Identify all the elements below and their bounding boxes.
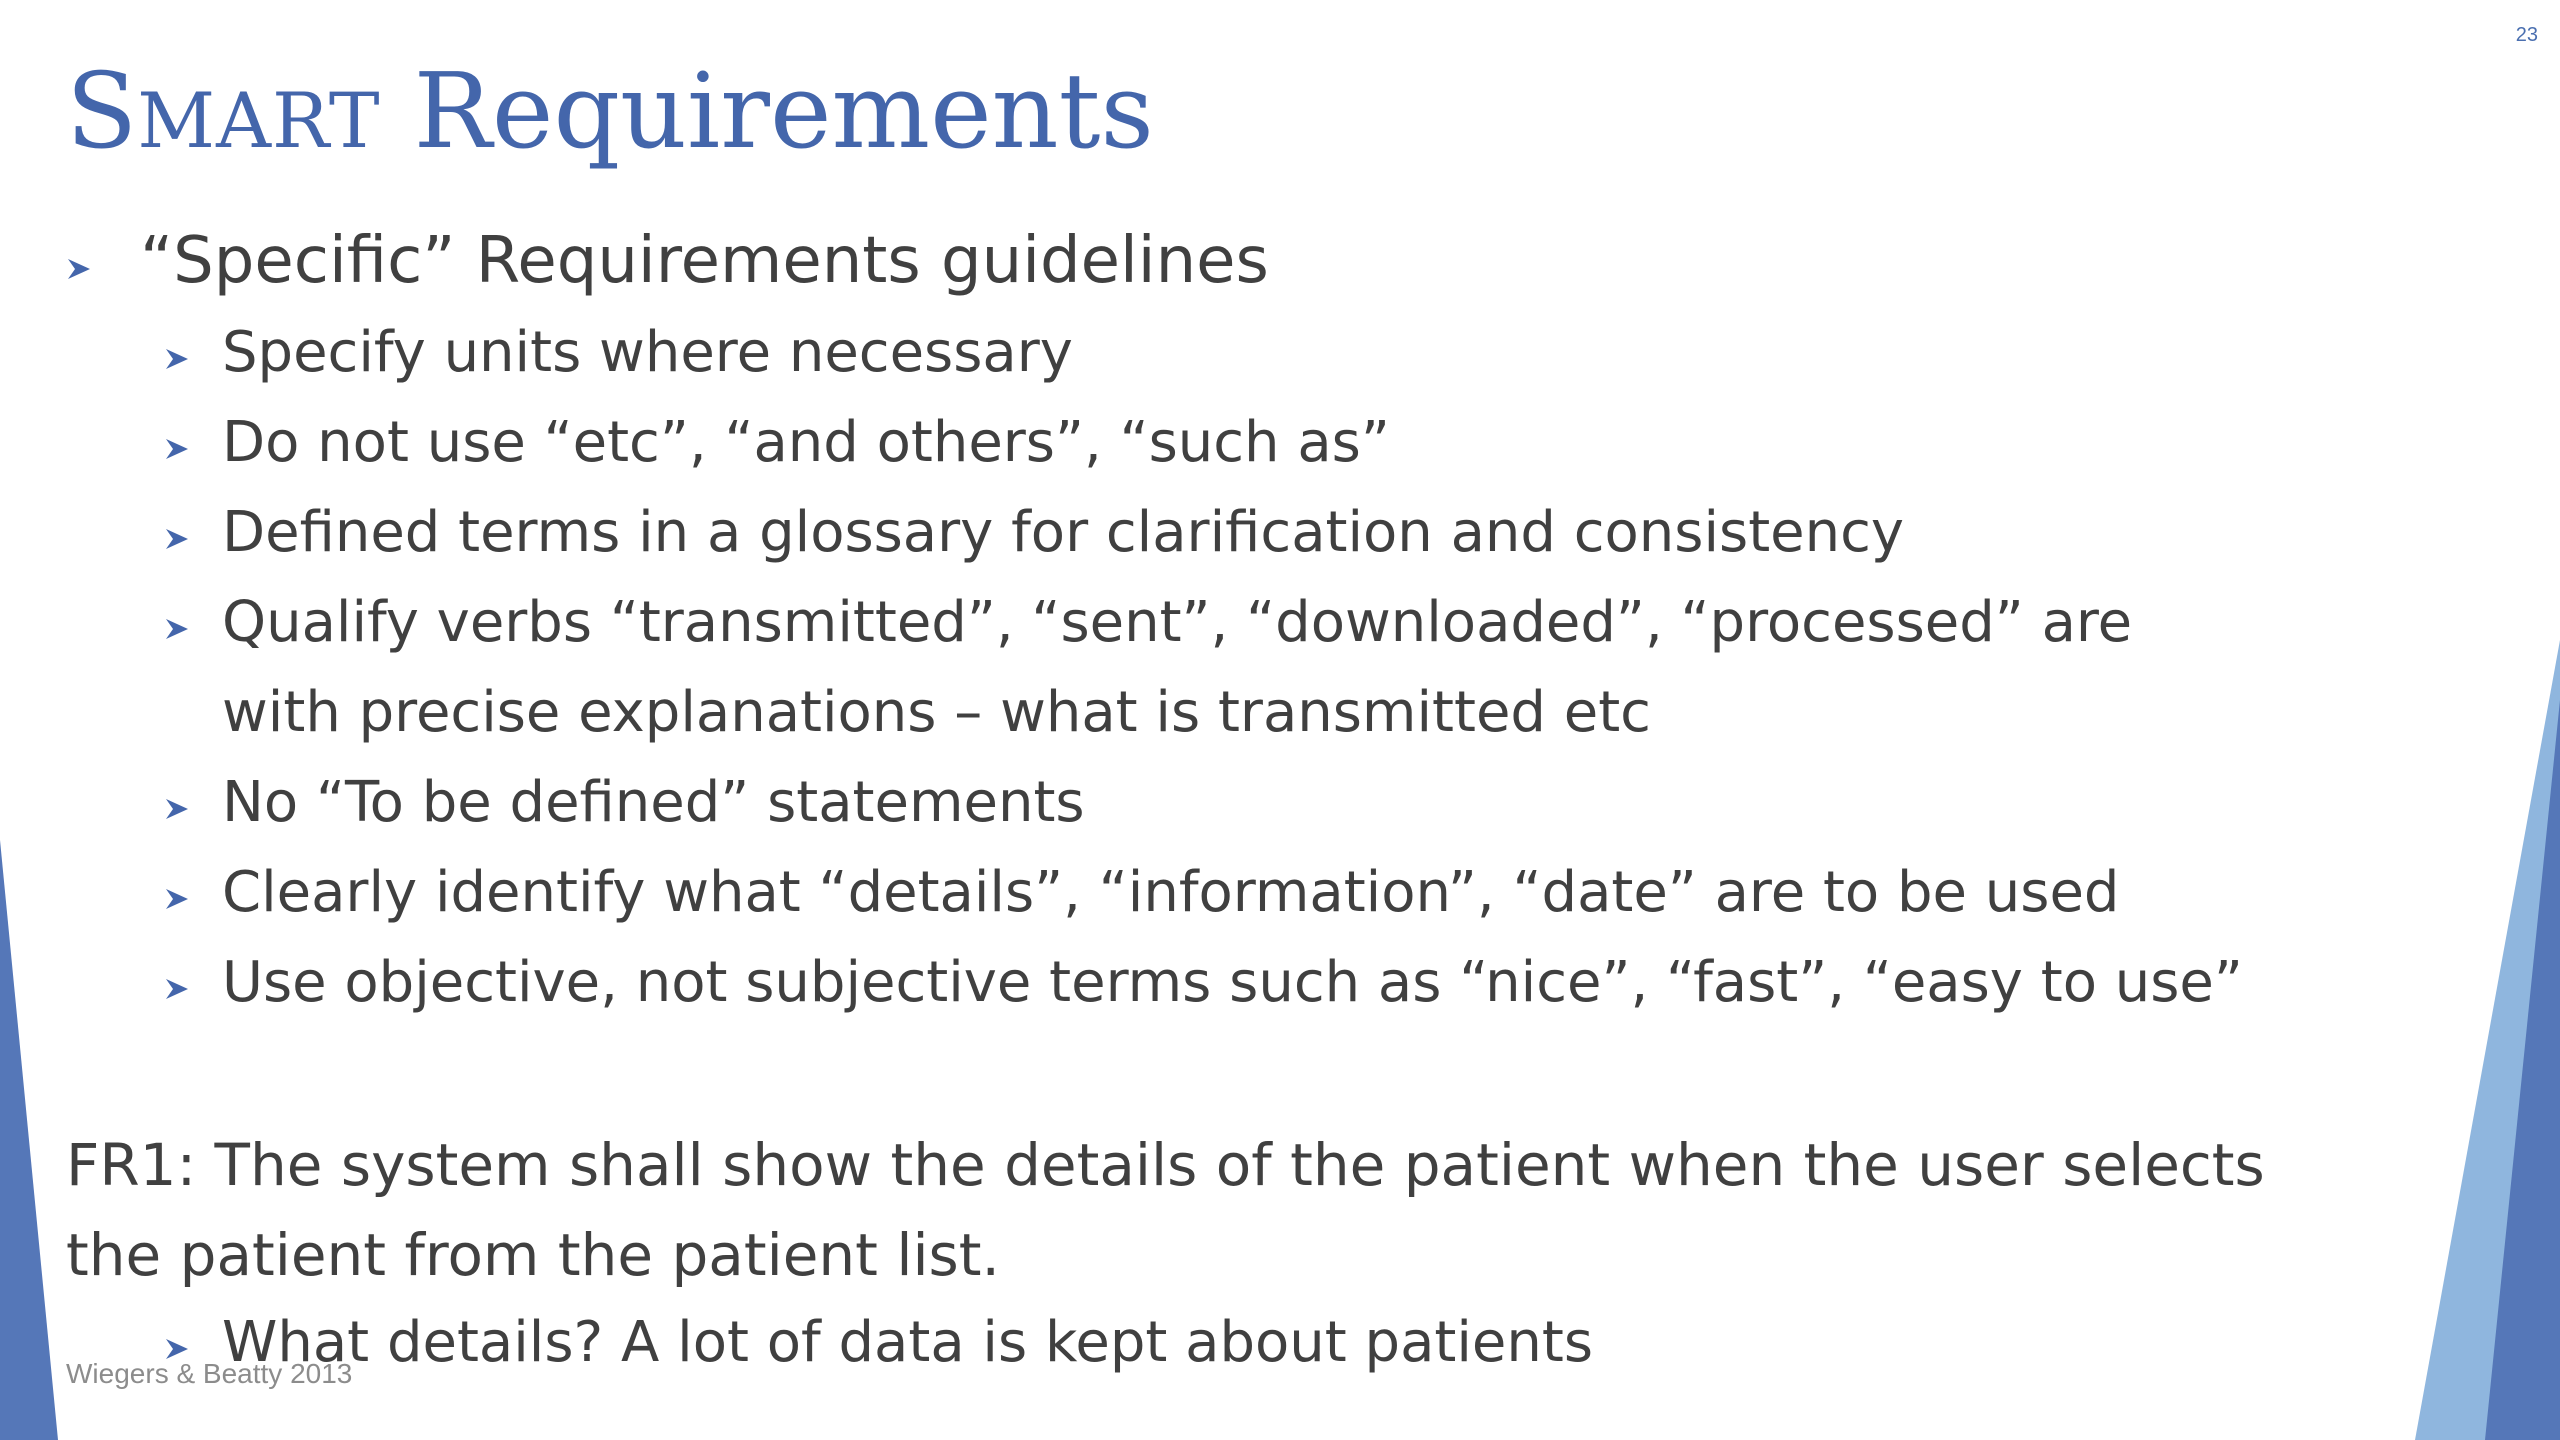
bullet-text: Defined terms in a glossary for clarification and consistency — [222, 500, 1905, 565]
bullet-text: Use objective, not subjective terms such as “nice”, “fast”, “easy to use” — [222, 950, 2243, 1015]
left-decoration-triangle — [0, 840, 58, 1440]
title-rest: Requirements — [380, 50, 1154, 172]
slide-number: 23 — [2515, 24, 2538, 46]
bullet-text: Clearly identify what “details”, “information”, “date” are to be used — [222, 860, 2120, 925]
bullet-continuation-text: with precise explanations – what is transmitted etc — [222, 680, 1651, 745]
arrow-bullet-icon — [66, 256, 92, 282]
example-requirement-line1: FR1: The system shall show the details of the patient when the user selects — [66, 1131, 2265, 1199]
bullet-text: Specify units where necessary — [222, 320, 1073, 385]
arrow-bullet-icon — [164, 346, 190, 372]
arrow-bullet-icon — [164, 796, 190, 822]
bullet-text: “Specific” Requirements guidelines — [140, 224, 1269, 298]
arrow-bullet-icon — [164, 976, 190, 1002]
bullet-text: What details? A lot of data is kept about patients — [222, 1310, 1593, 1375]
arrow-bullet-icon — [164, 616, 190, 642]
slide-title — [66, 46, 1154, 186]
example-requirement-line2: the patient from the patient list. — [66, 1221, 1000, 1289]
bullet-text: No “To be defined” statements — [222, 770, 1085, 835]
arrow-bullet-icon — [164, 436, 190, 462]
arrow-bullet-icon — [164, 526, 190, 552]
arrow-bullet-icon — [164, 886, 190, 912]
title-initial: S — [66, 50, 138, 172]
title-smallcaps: MART — [137, 76, 381, 165]
bullet-text: Qualify verbs “transmitted”, “sent”, “downloaded”, “processed” are — [222, 590, 2133, 655]
footer-citation: Wiegers & Beatty 2013 — [66, 1358, 353, 1389]
bullet-text: Do not use “etc”, “and others”, “such as” — [222, 410, 1390, 475]
